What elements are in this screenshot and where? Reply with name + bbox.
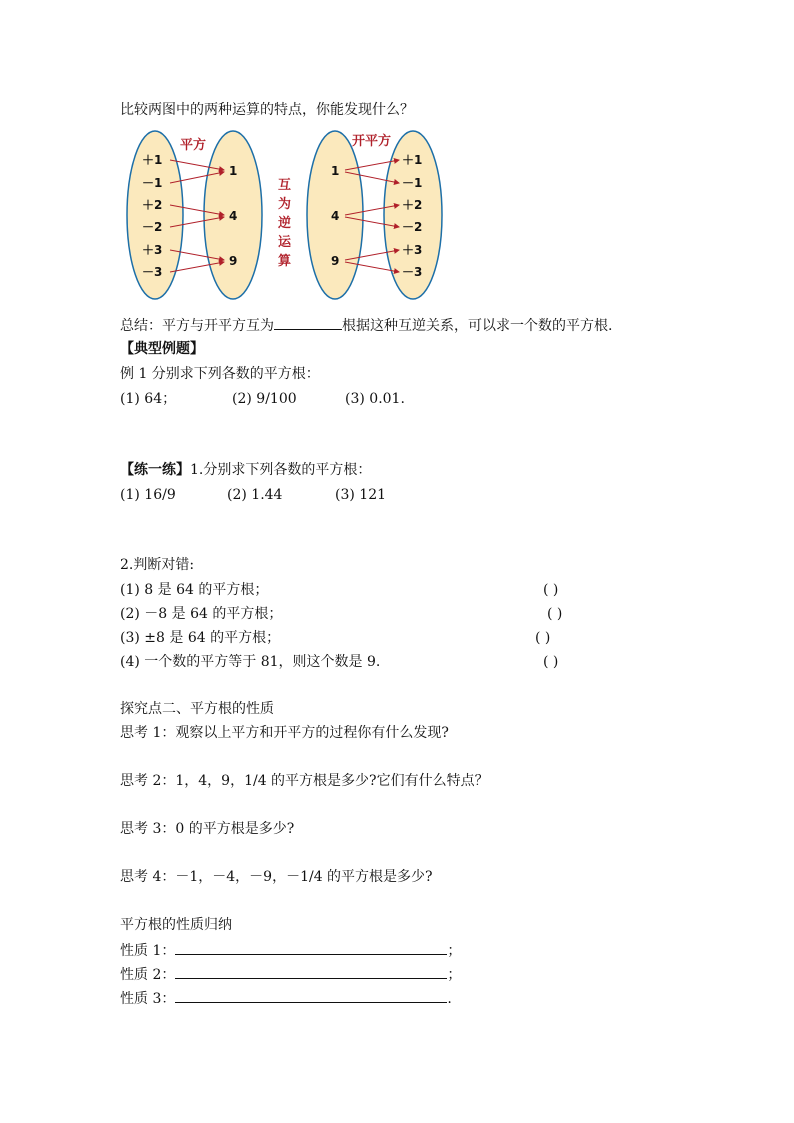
right-square-2: 9	[331, 254, 340, 268]
property-label-1: 性质 1：	[120, 943, 176, 959]
judge-bracket-2[interactable]: ( )	[547, 606, 563, 622]
right-num-0: ＋1	[402, 153, 423, 167]
property-row-1	[120, 940, 461, 961]
right-square-0: 1	[331, 164, 340, 178]
judge-bracket-4[interactable]: ( )	[543, 654, 559, 670]
think-3: 思考 3：0 的平方根是多少?	[120, 821, 295, 837]
right-num-3: －2	[402, 220, 423, 234]
judge-item-2: (2) －8 是 64 的平方根；	[120, 606, 283, 622]
middle-label-3: 运	[278, 235, 292, 250]
summary-blank	[274, 315, 342, 330]
property-blank-1[interactable]	[175, 940, 447, 955]
property-blank-2[interactable]	[175, 964, 447, 979]
property-row-3	[120, 988, 452, 1009]
left-square-1: 4	[229, 209, 238, 223]
right-square-1: 4	[331, 209, 340, 223]
judge-bracket-1[interactable]: ( )	[543, 582, 559, 598]
practice-heading: 【练一练】	[120, 462, 190, 478]
practice-item-2: (2) 1.44	[227, 487, 283, 503]
right-num-5: －3	[402, 265, 423, 279]
practice-title: 1.分别求下列各数的平方根：	[190, 462, 372, 478]
left-num-5: －3	[142, 265, 163, 279]
judge-item-4: (4) 一个数的平方等于 81，则这个数是 9.	[120, 654, 381, 670]
left-num-4: ＋3	[142, 243, 163, 257]
right-num-2: ＋2	[402, 198, 423, 212]
middle-label-2: 逆	[278, 216, 292, 231]
practice-item-1: (1) 16/9	[120, 487, 176, 503]
example-item-2: (2) 9/100	[232, 391, 297, 407]
property-label-3: 性质 3：	[120, 991, 176, 1007]
example-item-3: (3) 0.01.	[345, 391, 405, 407]
example-item-1: (1) 64；	[120, 391, 177, 407]
left-square-2: 9	[229, 254, 238, 268]
property-row-2	[120, 964, 461, 985]
property-end-1: ；	[447, 943, 462, 959]
left-num-2: ＋2	[142, 198, 163, 212]
practice-line	[120, 460, 371, 480]
right-title: 开平方	[352, 134, 392, 149]
left-square-0: 1	[229, 164, 238, 178]
example-heading: 【典型例题】	[120, 341, 204, 357]
right-num-4: ＋3	[402, 243, 423, 257]
example-1-title: 例 1 分别求下列各数的平方根：	[120, 366, 320, 382]
left-title: 平方	[180, 138, 207, 153]
left-num-3: －2	[142, 220, 163, 234]
properties-title: 平方根的性质归纳	[120, 917, 232, 933]
left-num-1: －1	[142, 176, 163, 190]
summary-line	[120, 315, 612, 336]
middle-label-0: 互	[278, 178, 292, 193]
think-4: 思考 4：－1，－4，－9，－1/4 的平方根是多少?	[120, 869, 433, 885]
middle-label-4: 算	[278, 254, 292, 269]
practice-item-3: (3) 121	[335, 487, 387, 503]
explore-title: 探究点二、平方根的性质	[120, 701, 274, 717]
judge-item-1: (1) 8 是 64 的平方根；	[120, 582, 269, 598]
left-num-0: ＋1	[142, 153, 163, 167]
right-num-1: －1	[402, 176, 423, 190]
think-1: 思考 1：观察以上平方和开平方的过程你有什么发现?	[120, 725, 449, 741]
property-end-3: .	[447, 991, 452, 1007]
property-blank-3[interactable]	[175, 988, 447, 1003]
middle-label-1: 为	[278, 197, 292, 212]
square-root-diagram	[120, 125, 460, 305]
intro-question: 比较两图中的两种运算的特点，你能发现什么？	[120, 102, 414, 118]
judge-title: 2.判断对错:	[120, 557, 195, 573]
think-2: 思考 2：1，4，9，1/4 的平方根是多少?它们有什么特点？	[120, 773, 489, 789]
property-label-2: 性质 2：	[120, 967, 176, 983]
property-end-2: ；	[447, 967, 462, 983]
judge-item-3: (3) ±8 是 64 的平方根；	[120, 630, 281, 646]
summary-suffix: 根据这种互逆关系，可以求一个数的平方根.	[342, 318, 613, 334]
judge-bracket-3[interactable]: ( )	[535, 630, 551, 646]
summary-prefix: 总结：平方与开平方互为	[120, 318, 274, 334]
